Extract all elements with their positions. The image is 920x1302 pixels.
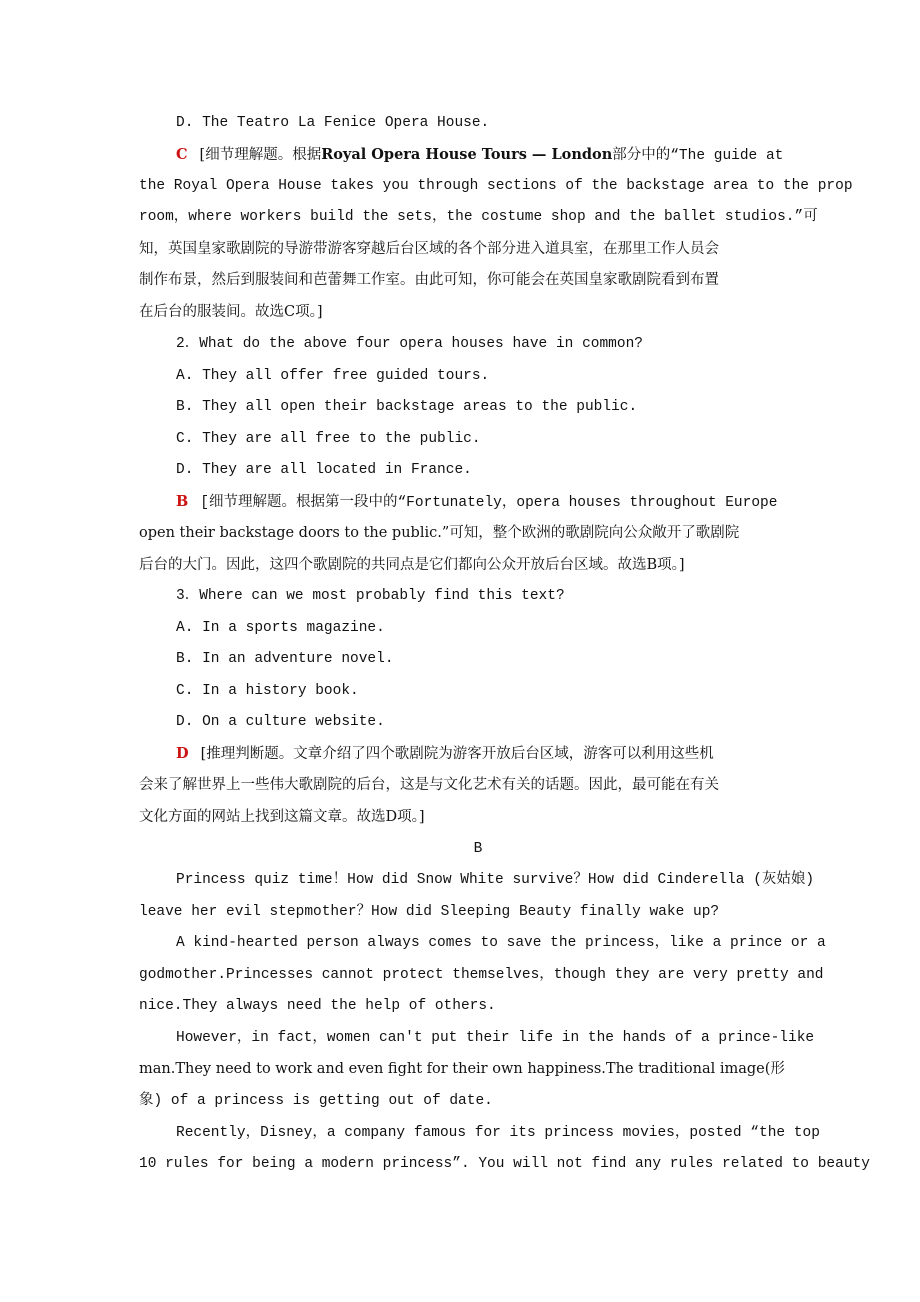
q1-section-reference: Royal Opera House Tours — London	[321, 146, 613, 163]
passage-p3-line-3: 象) of a princess is getting out of date.	[139, 1093, 493, 1109]
q2-option-b: B. They all open their backstage areas to the public.	[176, 399, 638, 415]
q1-explanation-text: [细节理解题。根据	[199, 147, 322, 163]
passage-p3-line-2: man.They need to work and even fight for their own happiness.The traditional image(形	[139, 1061, 785, 1077]
q3-explanation-line-3: 文化方面的网站上找到这篇文章。故选D项。]	[139, 809, 425, 825]
q2-option-c: C. They are all free to the public.	[176, 431, 481, 447]
q1-explanation-line-3: room，where workers build the sets，the costume shop and the ballet studios.”可	[139, 209, 818, 225]
q2-option-a: A. They all offer free guided tours.	[176, 368, 490, 384]
passage-p2-line-1: A kind-hearted person always comes to save the princess，like a prince or a	[176, 935, 826, 951]
q2-explanation-text: [细节理解题。根据第一段中的“Fortunately，opera houses throughout Europe	[200, 495, 778, 511]
q1-explanation-line-1	[176, 145, 783, 166]
q1-explanation-text: 部分中的“The guide at	[612, 148, 784, 164]
passage-p2-line-3: nice.They always need the help of others.	[139, 998, 496, 1014]
passage-p2-line-2: godmother.Princesses cannot protect themselves，though they are very pretty and	[139, 967, 824, 983]
q1-explanation-line-5: 制作布景，然后到服装间和芭蕾舞工作室。由此可知，你可能会在英国皇家歌剧院看到布置	[139, 272, 719, 288]
q2-explanation-line-2: open their backstage doors to the public.”可知，整个欧洲的歌剧院向公众敞开了歌剧院	[139, 525, 740, 541]
q1-answer-letter: C	[176, 146, 188, 163]
q3-explanation-text: [推理判断题。文章介绍了四个歌剧院为游客开放后台区域，游客可以利用这些机	[200, 746, 714, 762]
q3-option-a: A. In a sports magazine.	[176, 620, 385, 636]
section-heading: B	[473, 841, 483, 857]
q1-explanation-line-2: the Royal Opera House takes you through sections of the backstage area to the prop	[139, 178, 853, 194]
passage-p1-line-2: leave her evil stepmother？How did Sleeping Beauty finally wake up?	[139, 904, 720, 920]
passage-p4-line-1: Recently，Disney，a company famous for its princess movies，posted “the top	[176, 1125, 820, 1141]
q3-answer-letter: D	[176, 745, 189, 762]
q2-explanation-line-1	[176, 492, 777, 513]
q3-option-c: C. In a history book.	[176, 683, 359, 699]
passage-p4-line-2: 10 rules for being a modern princess”. You will not find any rules related to beauty	[139, 1156, 870, 1172]
q3-option-d: D. On a culture website.	[176, 714, 385, 730]
q2-option-d: D. They are all located in France.	[176, 462, 472, 478]
passage-p3-line-1: However，in fact，women can't put their life in the hands of a prince-like	[176, 1030, 815, 1046]
q1-explanation-line-6: 在后台的服装间。故选C项。]	[139, 304, 323, 320]
q3-explanation-line-1	[176, 744, 714, 764]
q2-answer-letter: B	[176, 493, 189, 510]
q3-option-b: B. In an adventure novel.	[176, 651, 394, 667]
q2-explanation-line-3: 后台的大门。因此，这四个歌剧院的共同点是它们都向公众开放后台区域。故选B项。]	[139, 557, 685, 573]
q3-question: 3．Where can we most probably find this text?	[176, 588, 565, 604]
q1-option-d: D. The Teatro La Fenice Opera House.	[176, 115, 490, 131]
q3-explanation-line-2: 会来了解世界上一些伟大歌剧院的后台，这是与文化艺术有关的话题。因此，最可能在有关	[139, 777, 719, 793]
q2-question: 2．What do the above four opera houses have in common?	[176, 336, 643, 352]
passage-p1-line-1: Princess quiz time！How did Snow White survive？How did Cinderella (灰姑娘)	[176, 872, 815, 888]
q1-explanation-line-4: 知，英国皇家歌剧院的导游带游客穿越后台区域的各个部分进入道具室，在那里工作人员会	[139, 241, 719, 257]
